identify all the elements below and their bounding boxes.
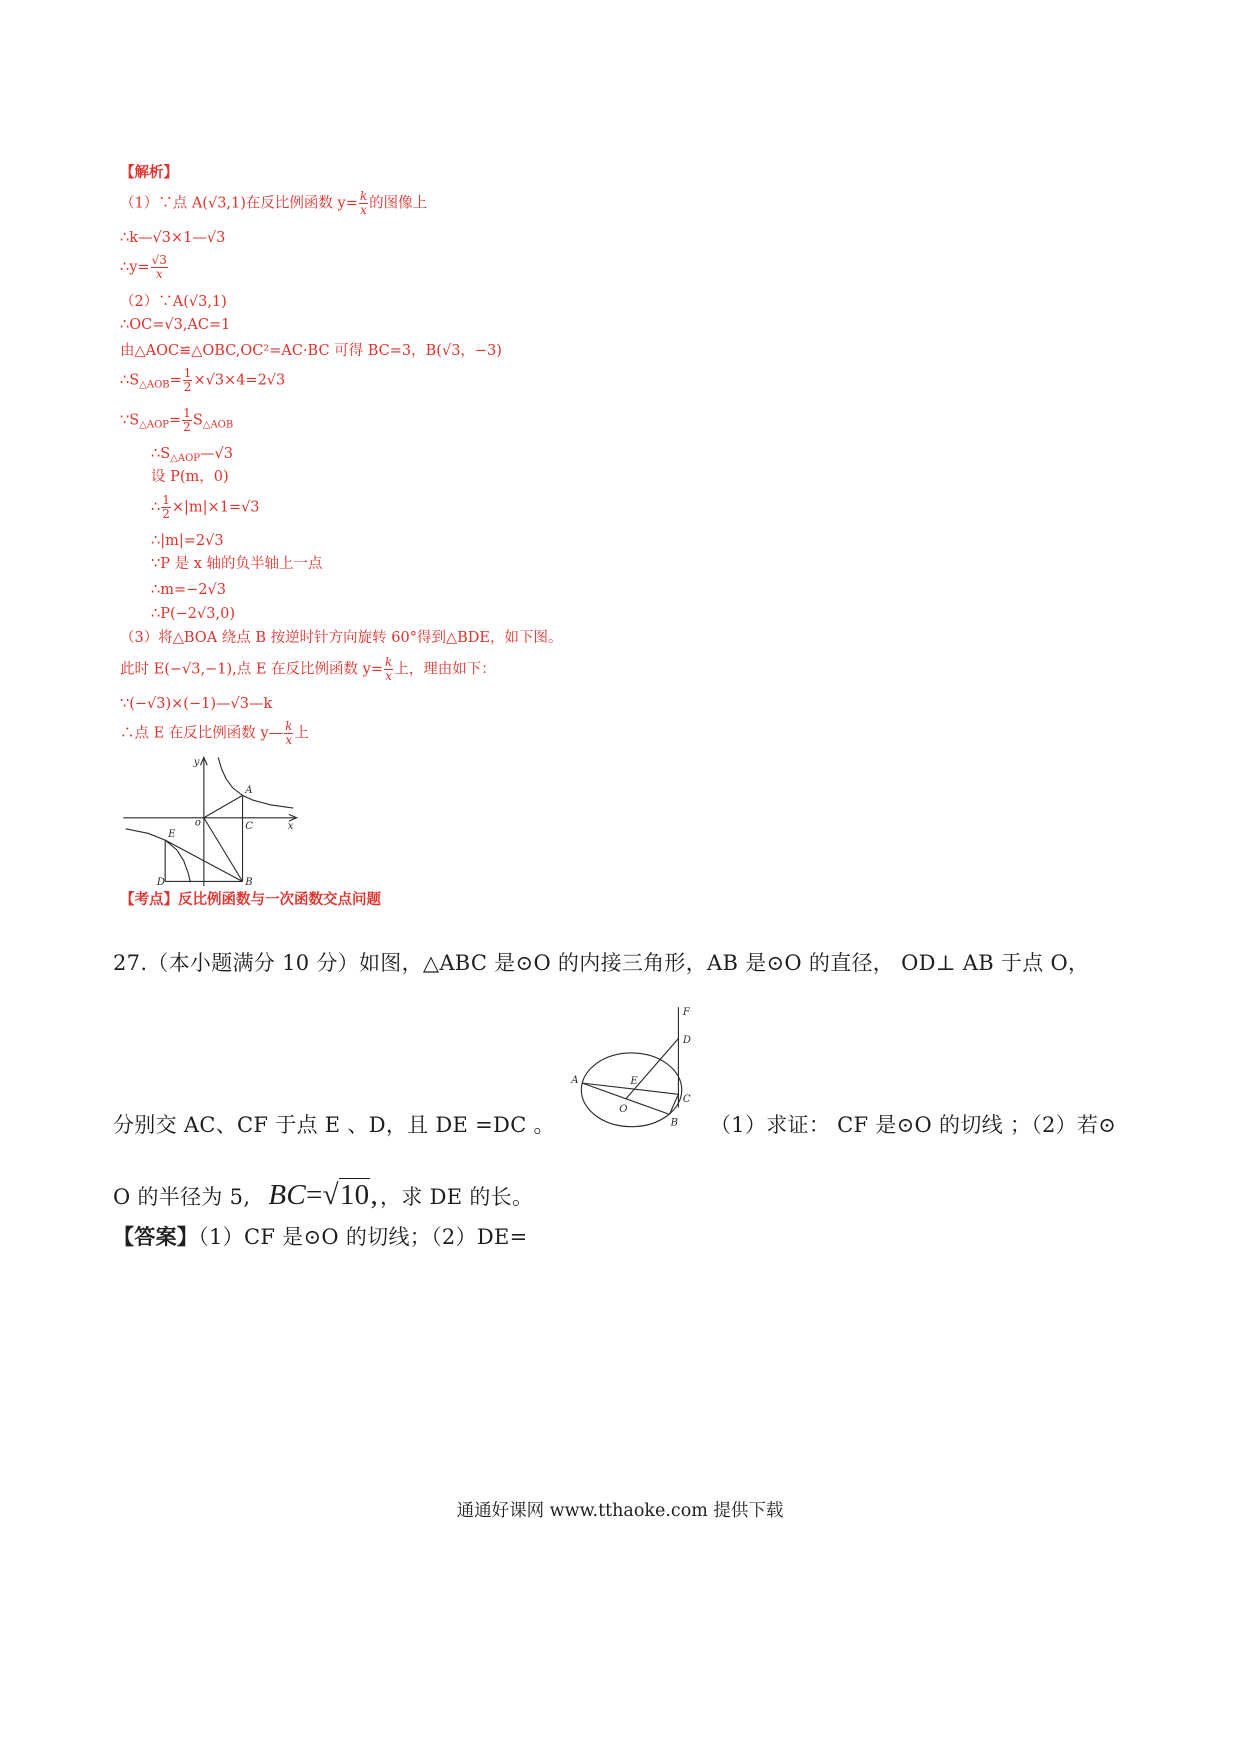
solution-line-8-pre: ∵S: [120, 412, 140, 429]
label-d: D: [682, 1034, 691, 1046]
subscript-aop: △AOP: [139, 419, 170, 431]
fraction-numerator: 1: [162, 493, 170, 507]
solution-line-18: ∵(−√3)×(−1)—√3—k: [120, 696, 273, 712]
fraction-one-half: [182, 407, 192, 434]
fraction-numerator: k: [285, 719, 293, 733]
solution-line-8: [120, 407, 233, 435]
solution-line-11-pre: ∴: [151, 499, 161, 516]
fraction-denominator: 2: [183, 420, 191, 434]
question-27-line-3-post: ，求 DE 的长。: [380, 1185, 534, 1209]
subscript-aob: △AOB: [202, 419, 234, 431]
subscript-aop: △AOP: [170, 453, 201, 464]
question-27-line-2-left: 分别交 AC、CF 于点 E 、D，且 DE =DC 。: [113, 1113, 555, 1137]
solution-heading: 【解析】: [120, 164, 178, 181]
solution-line-7: [120, 367, 285, 395]
formula-bc-equals-sqrt10: [268, 1179, 378, 1211]
segment-oa: [204, 795, 243, 817]
question-27-line-3: [113, 1178, 533, 1214]
hyperbola-upper-branch: [218, 757, 293, 808]
solution-line-17: [120, 656, 496, 683]
label-c: C: [682, 1094, 691, 1106]
fraction-one-half: [183, 367, 193, 394]
solution-line-10: 设 P(m，0): [151, 469, 229, 485]
solution-line-3: [120, 254, 169, 281]
label-c: C: [245, 820, 253, 832]
segment-ob: [204, 818, 243, 882]
solution-line-7-eq: =: [169, 372, 182, 389]
fraction-k-over-x: [384, 656, 393, 683]
label-e: E: [168, 828, 176, 840]
question-27-line-1: 27.（本小题满分 10 分）如图，△ABC 是⊙O 的内接三角形，AB 是⊙O 的直径， OD⊥ AB 于点 O，: [113, 951, 1090, 975]
solution-line-17-post: 上，理由如下：: [394, 661, 496, 678]
hyperbola-graph-figure: [120, 754, 300, 886]
solution-line-11: [151, 494, 260, 521]
solution-line-4: （2）∵A(√3,1): [120, 294, 227, 310]
solution-line-15: ∴P(−2√3,0): [151, 606, 235, 622]
solution-line-16: （3）将△BOA 绕点 B 按逆时针方向旋转 60°得到△BDE，如下图。: [120, 630, 563, 646]
formula-lhs: BC: [268, 1179, 306, 1211]
answer-text: （1）CF 是⊙O 的切线；（2）DE=: [198, 1225, 528, 1249]
solution-line-19: [120, 720, 309, 747]
solution-line-1-post: 的图像上: [369, 195, 428, 212]
chord-bc: [669, 1094, 678, 1114]
solution-line-9: [151, 445, 233, 468]
segment-od: [626, 1038, 678, 1098]
label-f: F: [682, 1007, 690, 1019]
label-b: B: [245, 876, 253, 886]
solution-line-7-post: ×√3×4=2√3: [193, 372, 286, 389]
solution-line-9-post: —√3: [200, 446, 233, 462]
label-b: B: [670, 1117, 678, 1129]
formula-radicand: 10: [339, 1179, 370, 1211]
question-27-line-3-pre: O 的半径为 5,: [113, 1185, 251, 1209]
solution-line-12: ∴|m|=2√3: [151, 533, 224, 549]
label-d: D: [156, 876, 165, 886]
fraction-k-over-x: [284, 720, 293, 747]
solution-line-13: ∵P 是 x 轴的负半轴上一点: [151, 556, 323, 572]
fraction-numerator: 1: [183, 366, 192, 380]
solution-line-19-pre: ∴点 E 在反比例函数 y—: [120, 725, 284, 742]
solution-line-2: ∴k—√3×1—√3: [120, 230, 226, 246]
solution-line-1: [120, 190, 427, 217]
label-e: E: [630, 1076, 638, 1088]
fraction-numerator: k: [359, 189, 368, 203]
fraction-numerator: 1: [183, 406, 191, 420]
fraction-denominator: x: [385, 669, 392, 683]
solution-line-1-pre: （1）∵点 A(√3,1)在反比例函数 y=: [120, 195, 358, 212]
page-footer: 通通好课网 www.tthaoke.com 提供下载: [456, 1501, 784, 1521]
label-a: A: [245, 785, 253, 797]
solution-line-9-pre: ∴S: [151, 446, 171, 462]
fraction-one-half: [161, 494, 171, 521]
fraction-denominator: 2: [162, 507, 170, 521]
fraction-numerator: k: [384, 655, 393, 669]
question-27-answer: [113, 1224, 528, 1250]
formula-equals: =: [305, 1179, 323, 1211]
label-x: x: [287, 820, 294, 832]
label-origin: o: [194, 817, 201, 829]
solution-line-11-post: ×|m|×1=√3: [171, 499, 260, 516]
solution-line-19-post: 上: [294, 725, 309, 742]
solution-line-3-pre: ∴y=: [120, 259, 150, 276]
kaodian-note: 【考点】反比例函数与一次函数交点问题: [120, 891, 381, 908]
fraction-k-over-x: [359, 190, 368, 217]
subscript-aob: △AOB: [139, 379, 170, 391]
radical-sign: √: [322, 1179, 339, 1211]
solution-line-5: ∴OC=√3,AC=1: [120, 317, 231, 333]
answer-tag: 【答案】: [113, 1224, 199, 1249]
label-y: y: [193, 757, 200, 769]
fraction-numerator: √3: [151, 253, 167, 267]
fraction-denominator: x: [360, 203, 367, 217]
solution-line-17-pre: 此时 E(−√3,−1),点 E 在反比例函数 y=: [120, 661, 383, 678]
fraction-denominator: 2: [183, 380, 192, 394]
formula-comma: ,: [370, 1179, 379, 1211]
hyperbola-lower-branch: [126, 829, 191, 882]
fraction-denominator: x: [155, 267, 163, 281]
solution-line-14: ∴m=−2√3: [151, 582, 226, 598]
question-27-line-2-right: （1）求证： CF 是⊙O 的切线 ；（2）若⊙: [710, 1113, 1117, 1137]
solution-line-8-eq: =: [169, 412, 182, 429]
circle-o: [581, 1053, 681, 1127]
solution-line-6: 由△AOC≌△OBC,OC²=AC·BC 可得 BC=3，B(√3，−3): [120, 343, 502, 359]
solution-line-8-post: S: [192, 412, 203, 429]
circle-figure: [570, 1005, 702, 1130]
label-a: A: [571, 1075, 579, 1087]
solution-line-7-pre: ∴S: [120, 372, 140, 389]
fraction-sqrt3-over-x: [151, 254, 168, 281]
label-o: O: [619, 1104, 628, 1116]
fraction-denominator: x: [285, 733, 293, 747]
